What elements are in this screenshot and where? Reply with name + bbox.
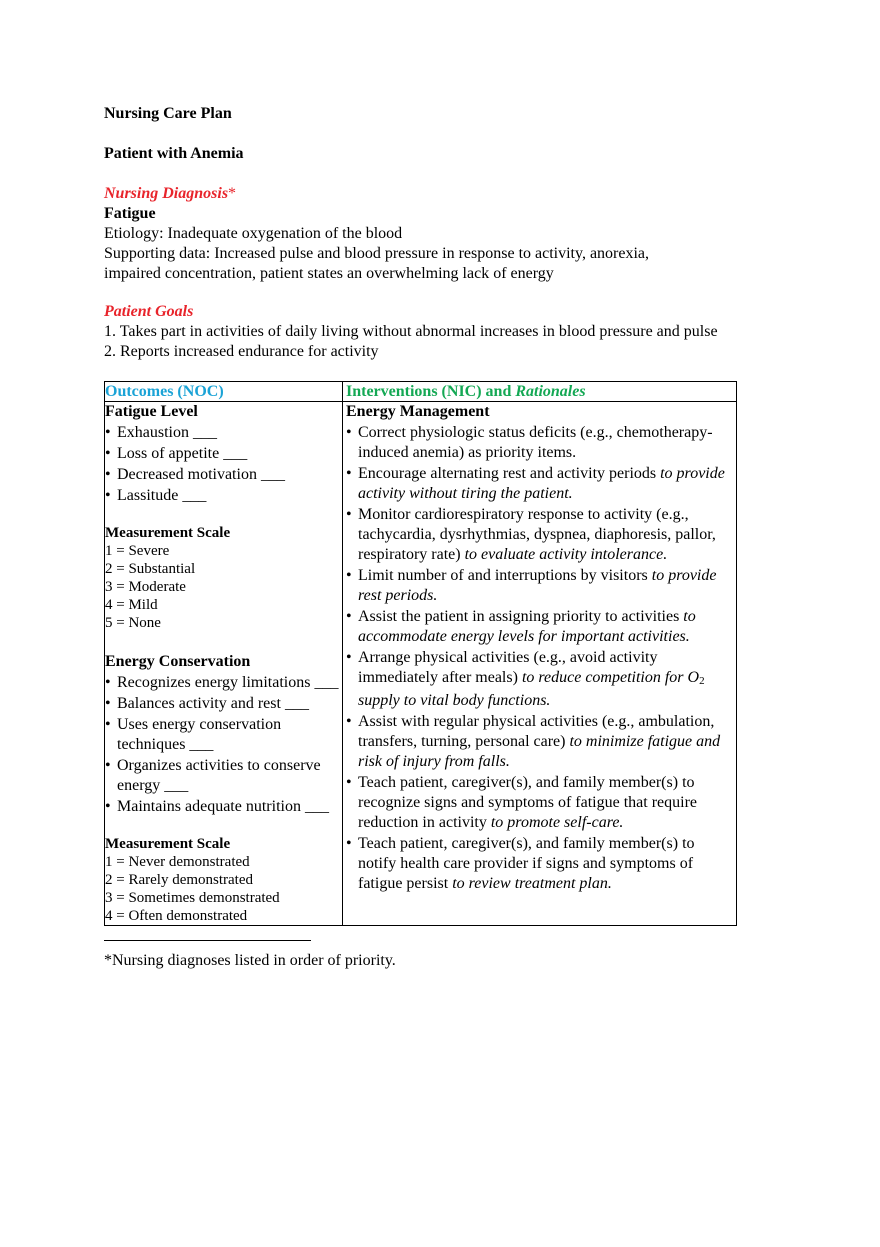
- diagnosis-heading-line: [104, 184, 744, 204]
- intervention-rationale: to review treatment plan.: [452, 875, 612, 892]
- outcomes-header: Outcomes (NOC): [105, 383, 224, 400]
- scale-item: 4 = Mild: [105, 597, 158, 613]
- goal-item: 2. Reports increased endurance for activity: [104, 343, 379, 360]
- footnote-divider: [104, 940, 311, 941]
- document-subtitle: Patient with Anemia: [104, 145, 244, 162]
- subscript-2: 2: [699, 675, 705, 687]
- intervention-text: Correct physiologic status deficits (e.g., chemotherapy-induced anemia) as priority items.: [358, 424, 713, 461]
- intervention-rationale: to reduce competition for O: [521, 669, 700, 686]
- table-header-row: [105, 382, 737, 402]
- document-content: [104, 104, 744, 971]
- interventions-header-text: Interventions (NIC) and: [346, 383, 516, 400]
- diagnosis-supporting: Supporting data: Increased pulse and blood pressure in response to activity, anorexia, impaired concentration, patient states an overwhelming lack of energy: [104, 245, 650, 282]
- scale-item: 1 = Never demonstrated: [105, 854, 250, 870]
- intervention-rationale: to provide activity without tiring the patient.: [358, 465, 725, 502]
- outcome-heading: Energy Conservation: [105, 653, 251, 670]
- intervention-item: [346, 712, 736, 772]
- outcome-item: • Decreased motivation ___: [105, 465, 342, 485]
- diagnosis-marker: *: [228, 185, 237, 202]
- intervention-item: [346, 464, 736, 504]
- outcome-item: • Loss of appetite ___: [105, 444, 342, 464]
- intervention-item: [346, 648, 736, 711]
- intervention-text: Teach patient, caregiver(s), and family member(s) to recognize signs and symptoms of fatigue that require reduction in activity: [358, 774, 698, 831]
- intervention-item: [346, 607, 736, 647]
- outcome-item: • Balances activity and rest ___: [105, 694, 342, 714]
- intervention-text: Limit number of and interruptions by visitors: [358, 567, 652, 584]
- intervention-rationale: to provide rest periods.: [358, 567, 717, 604]
- intervention-item: [346, 773, 736, 833]
- intervention-text: Monitor cardiorespiratory response to activity (e.g., tachycardia, dysrhythmias, dyspnea, diaphoresis, pallor, respiratory rate): [358, 506, 716, 563]
- intervention-text: Teach patient, caregiver(s), and family member(s) to notify health care provider if signs and symptoms of fatigue persist: [358, 835, 695, 892]
- outcome-heading: Fatigue Level: [105, 403, 198, 420]
- intervention-item: [346, 834, 736, 894]
- scale-item: 2 = Substantial: [105, 561, 196, 577]
- rationales-header-text: Rationales: [515, 383, 586, 400]
- outcome-item: • Recognizes energy limitations ___: [105, 673, 342, 693]
- outcomes-header-cell: [105, 382, 343, 402]
- intervention-item: [346, 505, 736, 565]
- intervention-text: Arrange physical activities (e.g., avoid activity immediately after meals): [358, 649, 658, 686]
- intervention-rationale-end: supply to vital body functions.: [358, 692, 551, 709]
- intervention-rationale: to accommodate energy levels for important activities.: [358, 608, 696, 645]
- intervention-rationale: to evaluate activity intolerance.: [464, 546, 668, 563]
- intervention-list: [346, 423, 736, 894]
- diagnosis-etiology: Etiology: Inadequate oxygenation of the blood: [104, 225, 403, 242]
- intervention-text: Assist the patient in assigning priority to activities: [358, 608, 684, 625]
- goals-heading: Patient Goals: [104, 303, 194, 320]
- interventions-heading: Energy Management: [346, 403, 490, 420]
- care-plan-table: [104, 381, 737, 926]
- scale-item: 3 = Moderate: [105, 579, 186, 595]
- intervention-rationale: to promote self-care.: [490, 814, 624, 831]
- outcome-list: [105, 673, 342, 817]
- scale-item: 3 = Sometimes demonstrated: [105, 890, 280, 906]
- outcome-list: [105, 423, 342, 506]
- intervention-text: Assist with regular physical activities (e.g., ambulation, transfers, turning, personal care): [358, 713, 715, 750]
- intervention-item: [346, 423, 736, 463]
- scale-item: 5 = None: [105, 615, 161, 631]
- interventions-cell: [343, 402, 737, 926]
- outcome-item: • Exhaustion ___: [105, 423, 342, 443]
- footnote: *Nursing diagnoses listed in order of priority.: [104, 952, 396, 969]
- intervention-rationale: to minimize fatigue and risk of injury from falls.: [358, 733, 721, 770]
- diagnosis-name: Fatigue: [104, 205, 156, 222]
- intervention-text: Encourage alternating rest and activity periods: [358, 465, 661, 482]
- goal-item: 1. Takes part in activities of daily living without abnormal increases in blood pressure and pulse: [104, 323, 718, 340]
- table-body-row: [105, 402, 737, 926]
- scale-item: 1 = Severe: [105, 543, 170, 559]
- scale-item: 4 = Often demonstrated: [105, 908, 248, 924]
- intervention-item: [346, 566, 736, 606]
- outcomes-cell: [105, 402, 343, 926]
- interventions-header-cell: [343, 382, 737, 402]
- interventions-header: [343, 382, 736, 401]
- outcome-item: • Maintains adequate nutrition ___: [105, 797, 342, 817]
- outcome-item: • Uses energy conservation techniques ___: [105, 715, 342, 755]
- outcome-item: • Lassitude ___: [105, 486, 342, 506]
- scale-item: 2 = Rarely demonstrated: [105, 872, 254, 888]
- document-title: Nursing Care Plan: [104, 105, 232, 122]
- outcome-item: • Organizes activities to conserve energy ___: [105, 756, 342, 796]
- measurement-scale-title: Measurement Scale: [105, 836, 231, 852]
- measurement-scale-title: Measurement Scale: [105, 525, 231, 541]
- diagnosis-heading: Nursing Diagnosis: [104, 185, 229, 202]
